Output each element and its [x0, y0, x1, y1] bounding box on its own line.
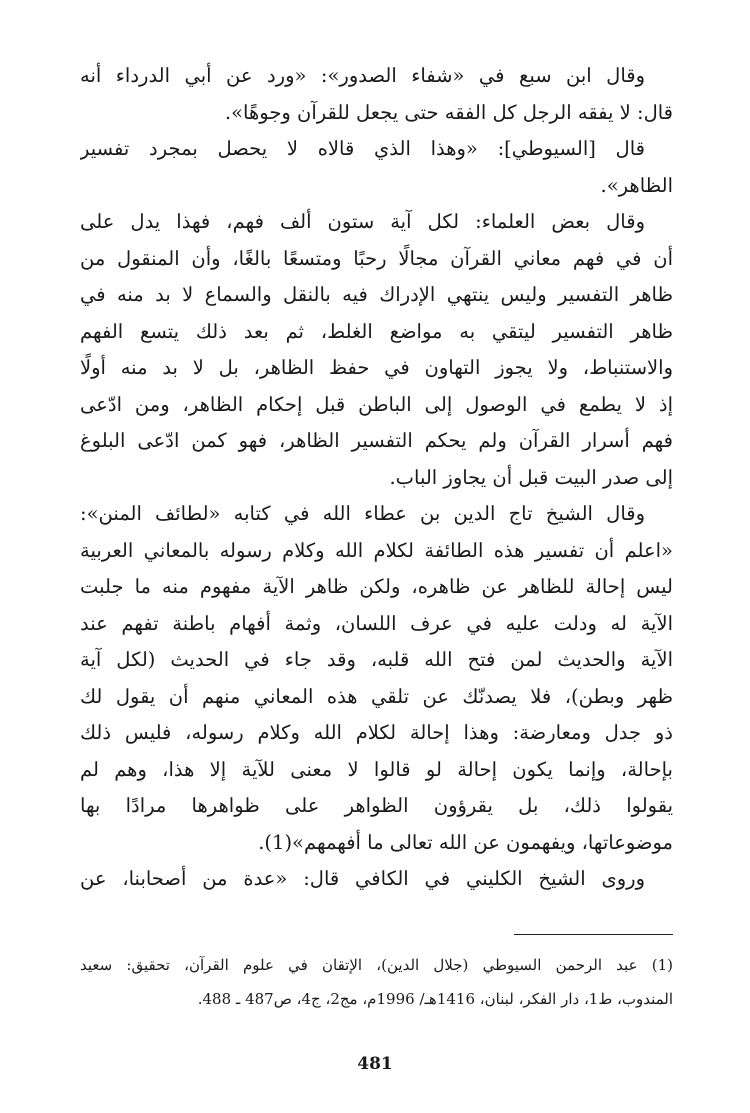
text-line: إذ لا يطمع في الوصول إلى الباطن قبل إحكام الظاهر، ومن ادّعى [80, 392, 673, 416]
text-line: الآية والحديث لمن فتح الله قلبه، وقد جاء في الحديث (لكل آية [80, 648, 673, 671]
text-line: الآية له ودلت عليه في عرف اللسان، وثمة أفهام باطنة تفهم عند [80, 611, 673, 635]
text-line: الظاهر». [600, 173, 673, 197]
text-line: فهم أسرار القرآن ولم يحكم التفسير الظاهر، فهو كمن ادّعى البلوغ [80, 429, 673, 452]
text-line: وقال بعض العلماء: لكل آية ستون ألف فهم، فهذا يدل على [80, 210, 645, 233]
text-line: قال [السيوطي]: «وهذا الذي قالاه لا يحصل بمجرد تفسير [80, 137, 645, 160]
footnote-line: المندوب، ط1، دار الفكر، لبنان، 1416هـ/ 1996م، مج2، ج4، ص487 ـ 488. [197, 990, 673, 1008]
text-line: ظاهر التفسير ليتقي به مواضع الغلط، ثم بعد ذلك يتسع الفهم [80, 319, 673, 343]
text-line: ظهر وبطن)، فلا يصدنّك عن تلقي هذه المعاني منهم أن يقول لك [80, 684, 673, 708]
text-line: وروى الشيخ الكليني في الكافي قال: «عدة من أصحابنا، عن [80, 867, 645, 890]
footnote-line: (1) عبد الرحمن السيوطي (جلال الدين)، الإتقان في علوم القرآن، تحقيق: سعيد [80, 956, 673, 974]
text-line: ذو جدل ومعارضة: وهذا إحالة لكلام الله وكلام رسوله، فليس ذلك [80, 721, 673, 744]
page-number: 481 [357, 1054, 393, 1074]
text-line: يقولوا ذلك، بل يقرؤون الظواهر على ظواهرها مرادًا بها [80, 794, 673, 817]
text-line: وقال ابن سبع في «شفاء الصدور»: «ورد عن أبي الدرداء أنه [80, 64, 645, 87]
text-line: وقال الشيخ تاج الدين بن عطاء الله في كتابه «لطائف المنن»: [80, 502, 645, 525]
text-line: ليس إحالة للظاهر عن ظاهره، ولكن ظاهر الآية مفهوم منه ما جلبت [80, 575, 673, 598]
footnote-divider [514, 934, 673, 935]
text-line: والاستنباط، ولا يجوز التهاون في حفظ الظاهر، بل لا بد منه أولًا [80, 356, 673, 379]
text-line: قال: لا يفقه الرجل كل الفقه حتى يجعل للقرآن وجوهًا». [224, 100, 673, 124]
body-text [80, 58, 673, 898]
text-line: موضوعاتها، ويفهمون عن الله تعالى ما أفهمهم»(1). [258, 830, 673, 854]
text-line: «اعلم أن تفسير هذه الطائفة لكلام الله وكلام رسوله بالمعاني العربية [80, 538, 673, 562]
text-line: أن في فهم معاني القرآن مجالًا رحبًا ومتسعًا بالغًا، وأن المنقول من [80, 246, 673, 270]
text-line: إلى صدر البيت قبل أن يجاوز الباب. [389, 465, 673, 489]
text-line: ظاهر التفسير وليس ينتهي الإدراك فيه بالنقل والسماع لا بد منه في [80, 283, 673, 306]
text-line: بإحالة، وإنما يكون إحالة لو قالوا لا معنى للآية إلا هذا، وهم لم [80, 757, 673, 781]
footnotes [80, 948, 673, 1016]
